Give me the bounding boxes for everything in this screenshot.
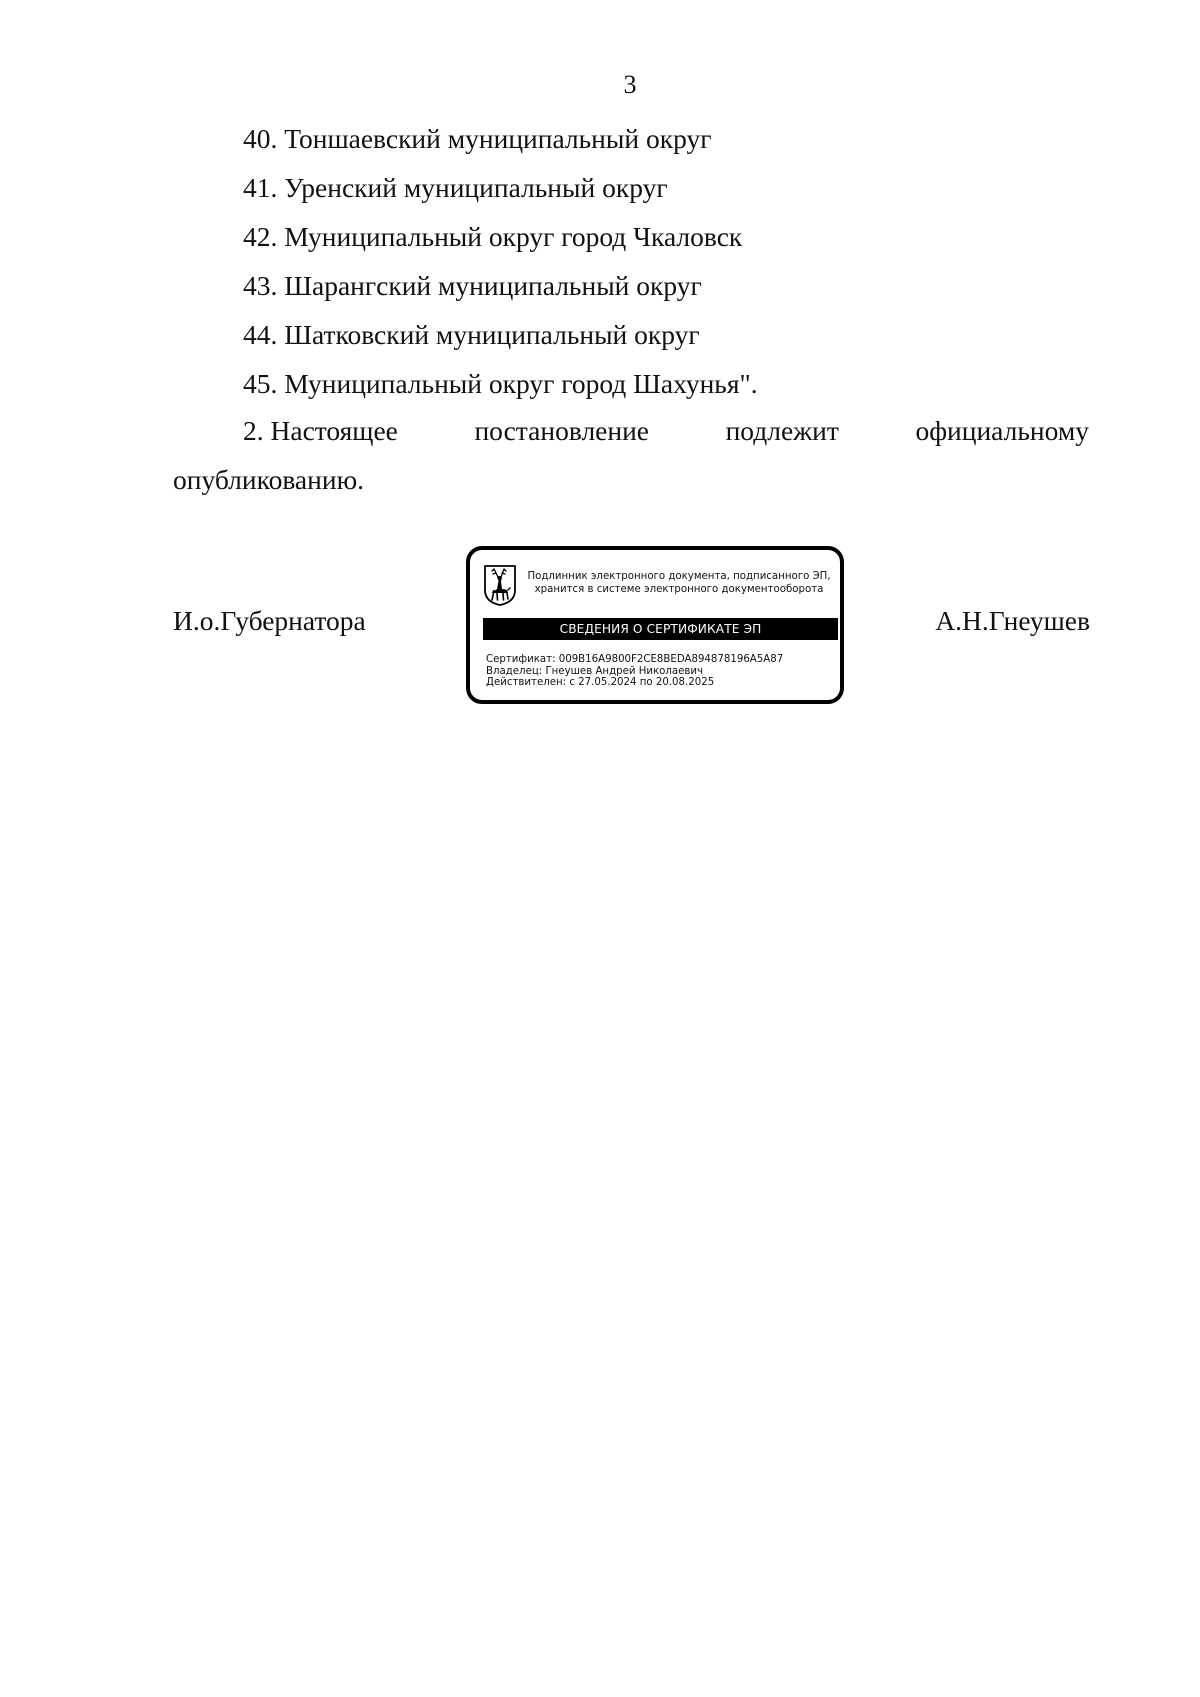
paragraph-line-2: опубликованию.	[173, 464, 364, 495]
certificate-owner: Владелец: Гнеушев Андрей Николаевич	[486, 665, 704, 677]
paragraph-word: постановление	[474, 415, 650, 446]
list-item: 45. Муниципальный округ город Шахунья".	[243, 368, 758, 399]
publication-paragraph	[173, 406, 1089, 504]
electronic-signature-stamp	[466, 546, 844, 704]
certificate-validity: Действителен: с 27.05.2024 по 20.08.2025	[486, 677, 715, 688]
signatory-position: И.о.Губернатора	[173, 605, 366, 636]
municipal-district-list	[243, 114, 758, 408]
stamp-header-line: хранится в системе электронного документооборота	[534, 584, 824, 595]
nizhny-novgorod-deer-emblem-icon	[483, 564, 517, 606]
list-item: 40. Тоншаевский муниципальный округ	[243, 123, 712, 154]
paragraph-word: официальному	[915, 415, 1089, 446]
paragraph-line-1	[173, 406, 1089, 455]
page-number: 3	[623, 70, 637, 99]
list-item: 44. Шатковский муниципальный округ	[243, 319, 700, 350]
list-item: 42. Муниципальный округ город Чкаловск	[243, 221, 743, 252]
stamp-title-bar: СВЕДЕНИЯ О СЕРТИФИКАТЕ ЭП	[483, 618, 838, 640]
certificate-number: Сертификат: 009B16A9800F2CE8BEDA894878196A5A87	[486, 654, 784, 665]
stamp-details	[486, 654, 783, 689]
signatory-name: А.Н.Гнеушев	[935, 605, 1090, 636]
list-item: 41. Уренский муниципальный округ	[243, 172, 668, 203]
paragraph-word: 2. Настоящее	[243, 415, 398, 446]
list-item: 43. Шарангский муниципальный округ	[243, 270, 702, 301]
stamp-header	[520, 570, 838, 596]
paragraph-word: подлежит	[725, 415, 839, 446]
stamp-header-line: Подлинник электронного документа, подписанного ЭП,	[527, 571, 831, 582]
